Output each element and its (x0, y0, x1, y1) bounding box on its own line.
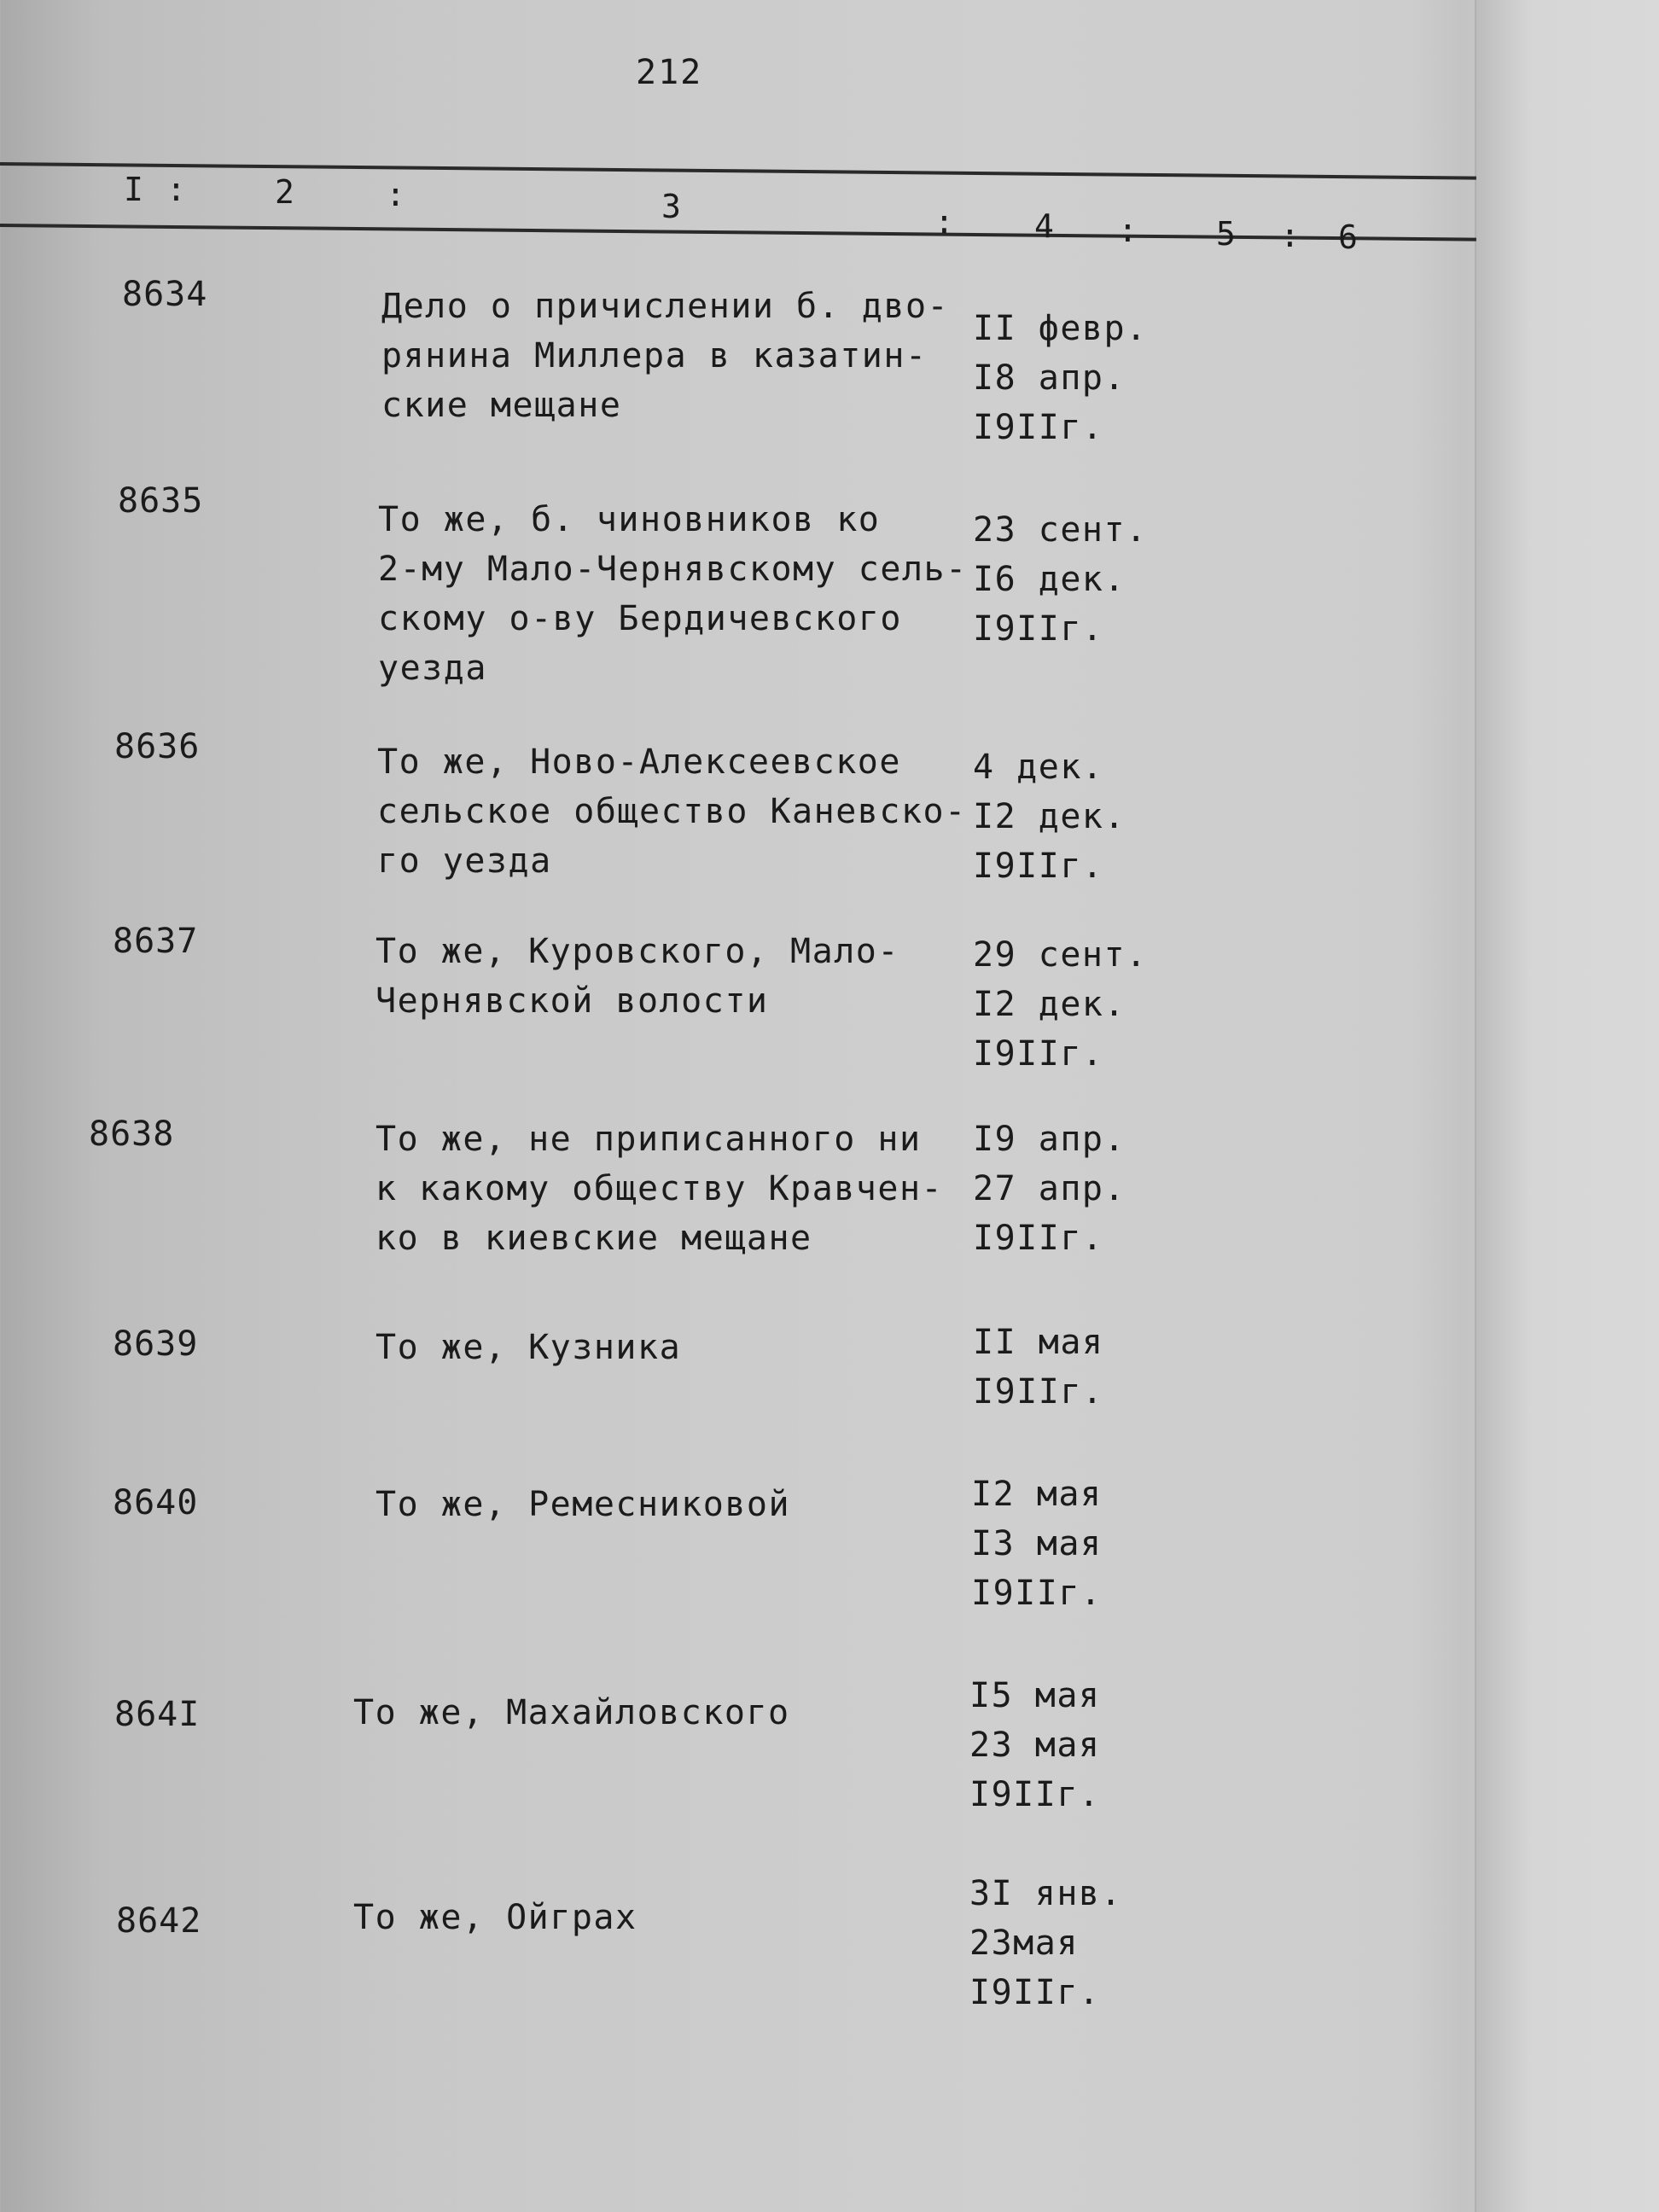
description-line: То же, б. чиновников ко (378, 500, 881, 539)
description-line: То же, Кузника (375, 1328, 682, 1367)
entry-number: 8635 (118, 481, 204, 521)
column-header-3: 3 (661, 188, 681, 225)
date-line: I9IIг. (973, 1372, 1104, 1412)
date-line: I2 мая (971, 1475, 1103, 1514)
date-line: I9IIг. (973, 847, 1104, 886)
description-line: ко в киевские мещане (375, 1219, 812, 1258)
description-line: То же, Ново-Алексеевское (377, 742, 901, 782)
date-line: I8 апр. (973, 358, 1126, 398)
entry-dates (973, 742, 1126, 891)
entry-dates (973, 1318, 1104, 1417)
entry-description (375, 1323, 681, 1372)
entry-number: 8634 (122, 275, 208, 314)
date-line: I3 мая (971, 1524, 1103, 1563)
entry-description (378, 495, 968, 693)
description-line: То же, Куровского, Мало- (375, 932, 899, 971)
date-line: I2 дек. (973, 797, 1126, 836)
entry-number: 8639 (113, 1324, 199, 1364)
description-line: сельское общество Каневско- (377, 792, 967, 831)
entry-dates (973, 304, 1148, 452)
date-line: 23 сент. (973, 510, 1148, 550)
date-line: I9 апр. (973, 1120, 1126, 1159)
description-line: Дело о причислении б. дво- (381, 287, 950, 326)
date-line: I9IIг. (973, 408, 1104, 447)
date-line: I9IIг. (969, 1973, 1101, 2012)
description-line: Чернявской волости (375, 981, 769, 1021)
date-line: I9IIг. (973, 1219, 1104, 1258)
entry-dates (973, 505, 1148, 654)
entry-dates (971, 1470, 1103, 1618)
date-line: II мая (973, 1323, 1104, 1362)
entry-description (375, 927, 899, 1026)
date-line: 29 сент. (973, 935, 1148, 975)
entry-number: 8642 (116, 1901, 202, 1941)
date-line: 3I янв. (969, 1874, 1123, 1913)
column-separator: : (386, 176, 405, 213)
entry-number: 8636 (114, 727, 201, 766)
description-line: 2-му Мало-Чернявскому сель- (378, 550, 968, 589)
entry-description (353, 1688, 790, 1738)
entry-description (375, 1480, 790, 1529)
column-header-6: 6 (1338, 218, 1358, 256)
date-line: 23мая (969, 1924, 1079, 1963)
description-line: ские мещане (381, 386, 622, 425)
description-line: скому о-ву Бердичевского (378, 599, 902, 638)
date-line: 23 мая (969, 1726, 1101, 1765)
entry-dates (973, 930, 1148, 1079)
page-edge (1475, 0, 1659, 2212)
column-separator: : (166, 171, 186, 208)
entry-number: 864I (114, 1695, 201, 1734)
column-headers (0, 0, 1476, 273)
entry-description (381, 282, 949, 430)
date-line: I9IIг. (973, 609, 1104, 649)
column-header-5: 5 (1216, 215, 1236, 253)
entry-number: 8640 (113, 1483, 199, 1522)
date-line: I6 дек. (973, 560, 1126, 599)
column-header-1: I (124, 171, 143, 208)
date-line: I2 дек. (973, 985, 1126, 1024)
description-line: То же, не приписанного ни (375, 1120, 922, 1159)
description-line: То же, Ойграх (353, 1898, 637, 1937)
description-line: То же, Ремесниковой (375, 1485, 791, 1524)
entry-description (377, 737, 967, 886)
description-line: уезда (378, 649, 487, 688)
entry-number: 8638 (89, 1115, 175, 1154)
entry-dates (969, 1869, 1122, 2017)
description-line: рянина Миллера в казатин- (381, 336, 928, 375)
entry-description (375, 1115, 943, 1263)
entry-number: 8637 (113, 922, 199, 961)
entry-dates (973, 1115, 1126, 1263)
date-line: I5 мая (969, 1676, 1101, 1715)
date-line: 27 апр. (973, 1169, 1126, 1208)
description-line: к какому обществу Кравчен- (375, 1169, 944, 1208)
column-header-2: 2 (275, 173, 294, 211)
date-line: II февр. (973, 309, 1148, 348)
column-separator: : (934, 203, 954, 241)
date-line: I9IIг. (971, 1574, 1103, 1613)
page-number: 212 (636, 53, 703, 92)
description-line: То же, Махайловского (353, 1693, 790, 1732)
entry-dates (969, 1671, 1101, 1819)
date-line: I9IIг. (973, 1034, 1104, 1074)
column-header-4: 4 (1034, 207, 1054, 245)
description-line: го уезда (377, 841, 552, 881)
entry-description (353, 1893, 637, 1942)
date-line: I9IIг. (969, 1775, 1101, 1814)
column-separator: : (1118, 212, 1138, 249)
date-line: 4 дек. (973, 748, 1104, 787)
column-separator: : (1280, 217, 1300, 254)
